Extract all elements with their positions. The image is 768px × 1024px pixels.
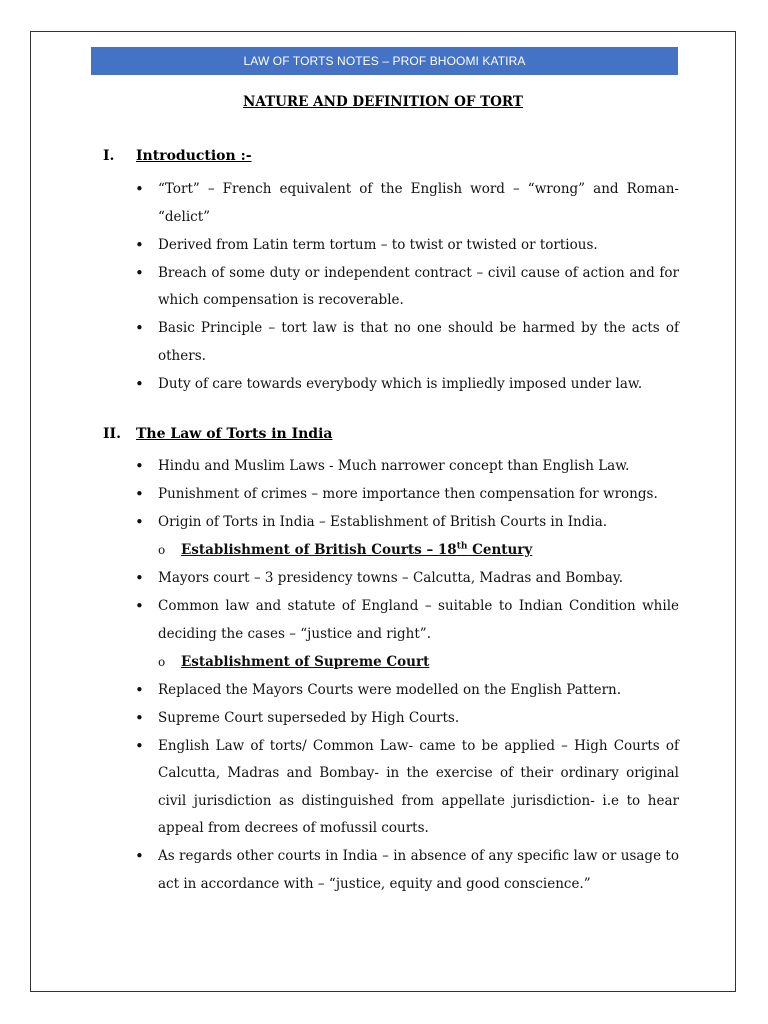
list-item: • “Tort” – French equivalent of the English word – “wrong” and Roman- “delict”: [135, 176, 679, 231]
list-item: • Basic Principle – tort law is that no one should be harmed by the acts of others.: [135, 315, 679, 370]
header-banner: LAW OF TORTS NOTES – PROF BHOOMI KATIRA: [91, 47, 678, 75]
list-item: • Hindu and Muslim Laws - Much narrower concept than English Law.: [135, 453, 679, 481]
list-item: • Punishment of crimes – more importance then compensation for wrongs.: [135, 481, 679, 509]
section-heading-law-of-torts-in-india: [103, 426, 663, 442]
document-page: [30, 31, 736, 992]
list-item: • Replaced the Mayors Courts were modelled on the English Pattern.: [135, 677, 679, 705]
section-title: The Law of Torts in India: [136, 426, 333, 442]
list-item: • Breach of some duty or independent contract – civil cause of action and for which compensation is recoverable.: [135, 260, 679, 315]
list-item: • Mayors court – 3 presidency towns – Calcutta, Madras and Bombay.: [135, 565, 679, 593]
section-number: I.: [103, 148, 115, 164]
section-title: Introduction :-: [136, 148, 252, 164]
subheading-text: Establishment of British Courts – 18: [181, 542, 457, 558]
subheading-british-courts: [135, 537, 679, 565]
list-item: • As regards other courts in India – in absence of any specific law or usage to act in accordance with – “justice, equity and good conscience.”: [135, 843, 679, 898]
list-item: • Derived from Latin term tortum – to twist or twisted or tortious.: [135, 232, 679, 260]
subheading-text: Establishment of Supreme Court: [181, 653, 430, 670]
list-item: • Origin of Torts in India – Establishment of British Courts in India.: [135, 509, 679, 537]
list-item: • Supreme Court superseded by High Courts.: [135, 705, 679, 733]
subheading-text: Century: [467, 542, 533, 558]
section-heading-introduction: [103, 148, 663, 164]
list-item: • Common law and statute of England – suitable to Indian Condition while deciding the cases – “justice and right”.: [135, 593, 679, 648]
list-item: • English Law of torts/ Common Law- came to be applied – High Courts of Calcutta, Madras and Bombay- in the exercise of their ordinary original civil jurisdiction as distinguished from appellate jurisdiction- i.e to hear appeal from decrees of mofussil courts.: [135, 733, 679, 843]
introduction-list: [135, 176, 679, 399]
document-title: NATURE AND DEFINITION OF TORT: [243, 94, 523, 110]
subheading-supreme-court: [135, 649, 679, 677]
superscript: th: [456, 541, 468, 552]
list-item: • Duty of care towards everybody which is impliedly imposed under law.: [135, 371, 679, 399]
law-of-torts-list: [135, 453, 679, 899]
section-number: II.: [103, 426, 121, 442]
